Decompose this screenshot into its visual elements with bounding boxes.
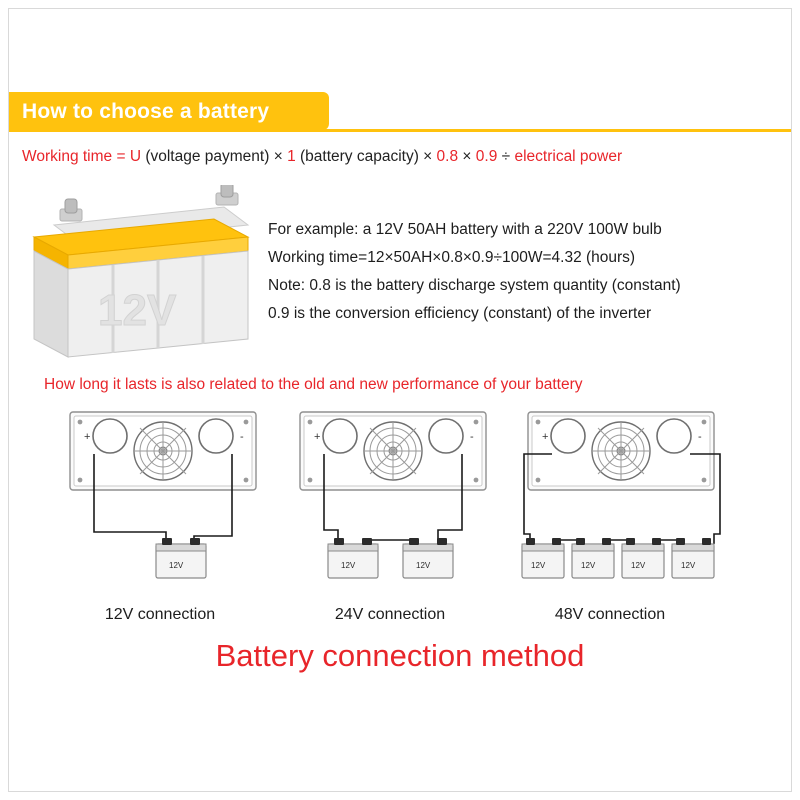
inverter-body [300, 412, 486, 490]
battery-unit-label: 12V [581, 561, 596, 570]
formula-line [22, 148, 782, 166]
formula-one: 1 [287, 148, 296, 165]
inverter-port-left [551, 419, 585, 453]
battery-unit [572, 538, 614, 578]
inverter-port-left [93, 419, 127, 453]
battery-unit [328, 538, 378, 578]
formula-suffix: electrical power [514, 148, 623, 165]
example-line-1: For example: a 12V 50AH battery with a 220V 100W bulb [268, 221, 662, 238]
inverter-minus-label: - [698, 431, 702, 443]
example-paragraph [268, 216, 788, 328]
battery-unit [403, 538, 453, 578]
battery-unit [522, 538, 564, 578]
formula-value-09: 0.9 [475, 148, 498, 165]
connection-diagrams [40, 404, 760, 604]
inverter-port-left [323, 419, 357, 453]
page-title: How to choose a battery [22, 100, 270, 123]
battery-side-face [34, 251, 68, 357]
inverter-plus-label: + [84, 431, 91, 443]
caption-48v: 48V connection [554, 606, 666, 623]
performance-note: How long it lasts is also related to the old and new performance of your battery [44, 376, 583, 393]
battery-terminal-positive [60, 199, 82, 221]
connection-svg-24v [288, 404, 513, 604]
inverter-minus-label: - [470, 431, 474, 443]
inverter-body [70, 412, 256, 490]
battery-voltage-label: 12V [98, 286, 177, 335]
formula-part1: (voltage payment) × [141, 148, 288, 165]
battery-unit-label: 12V [631, 561, 646, 570]
connection-svg-48v [508, 404, 758, 604]
inverter-fan-grille [592, 422, 650, 480]
inverter-minus-label: - [240, 431, 244, 443]
battery-unit [622, 538, 664, 578]
connection-diagram-24v [288, 404, 513, 604]
inverter-body [528, 412, 714, 490]
inverter-port-right [199, 419, 233, 453]
example-line-4: 0.9 is the conversion efficiency (constant) of the inverter [268, 305, 652, 322]
connection-diagram-48v [508, 404, 733, 604]
example-line-3: Note: 0.8 is the battery discharge system quantity (constant) [268, 277, 681, 294]
battery-terminal-negative [216, 185, 238, 205]
connection-diagram-12v [58, 404, 283, 604]
footer-title: Battery connection method [215, 638, 585, 673]
inverter-port-right [429, 419, 463, 453]
battery-unit-label: 12V [681, 561, 696, 570]
example-line-2: Working time=12×50AH×0.8×0.9÷100W=4.32 (hours) [268, 249, 636, 266]
inverter-port-right [657, 419, 691, 453]
battery-illustration [18, 185, 258, 370]
caption-12v: 12V connection [104, 606, 216, 623]
battery-unit [672, 538, 714, 578]
inverter-fan-grille [364, 422, 422, 480]
header-underline [9, 129, 791, 132]
battery-unit-label: 12V [341, 561, 356, 570]
formula-part2: (battery capacity) × [295, 148, 437, 165]
inverter-fan-grille [134, 422, 192, 480]
battery-unit-label: 12V [416, 561, 431, 570]
inverter-plus-label: + [542, 431, 549, 443]
battery-svg [18, 185, 258, 370]
formula-value-08: 0.8 [436, 148, 459, 165]
battery-unit-label: 12V [169, 561, 184, 570]
inverter-plus-label: + [314, 431, 321, 443]
caption-24v: 24V connection [334, 606, 446, 623]
battery-unit-label: 12V [531, 561, 546, 570]
formula-times: × [458, 148, 476, 165]
formula-prefix: Working time = U [22, 148, 142, 165]
connection-svg-12v [58, 404, 283, 604]
battery-unit [156, 538, 206, 578]
formula-divide: ÷ [497, 148, 515, 165]
